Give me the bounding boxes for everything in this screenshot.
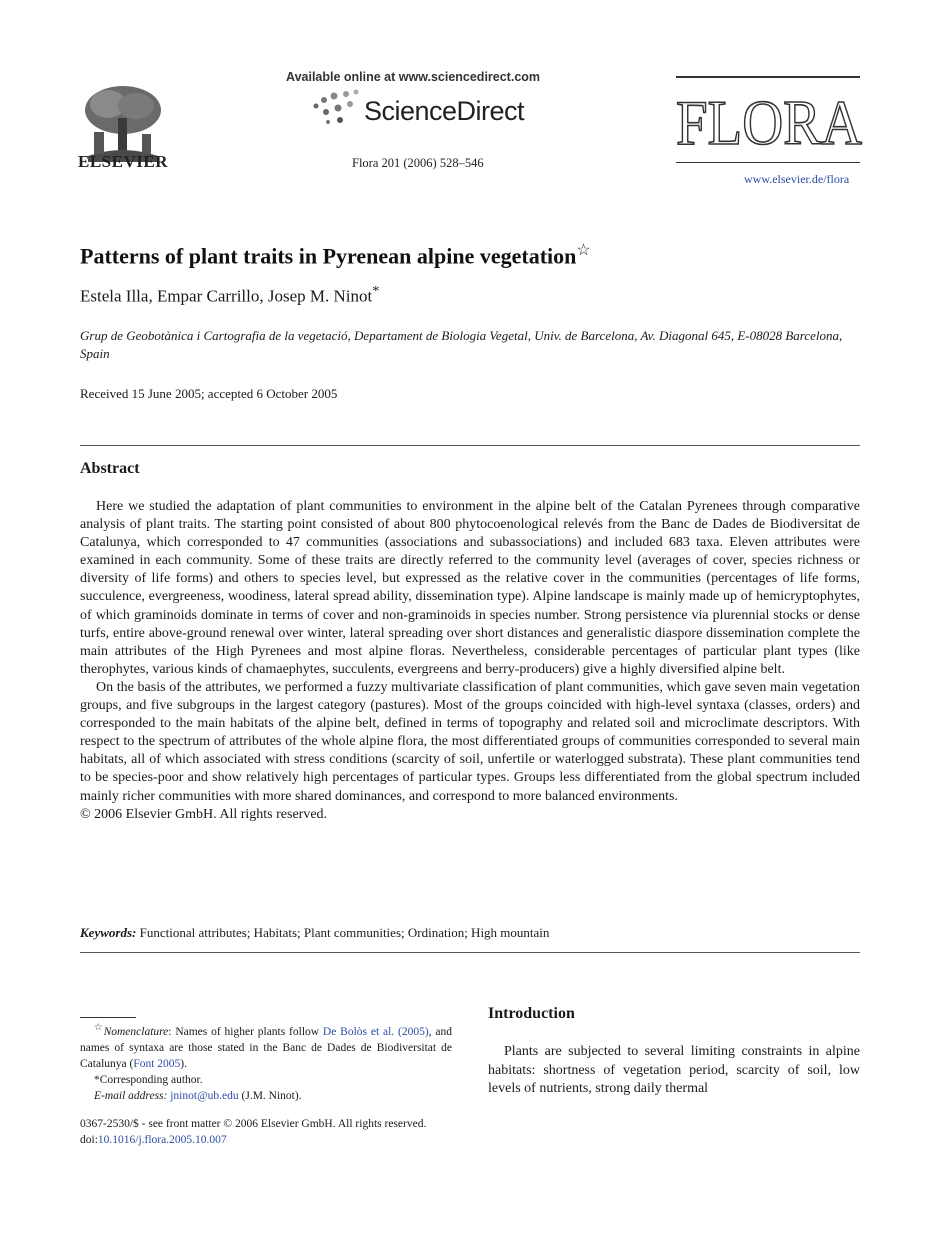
- title-footnote-mark[interactable]: ☆: [576, 242, 591, 259]
- received-dates: Received 15 June 2005; accepted 6 October 2005: [80, 386, 338, 401]
- journal-citation: Flora 201 (2006) 528–546: [352, 156, 484, 170]
- article-title: Patterns of plant traits in Pyrenean alpine vegetation☆: [80, 242, 591, 269]
- copyright-line: © 2006 Elsevier GmbH. All rights reserved.: [80, 806, 328, 822]
- author-list: Estela Illa, Empar Carrillo, Josep M. Ninot*: [80, 283, 380, 306]
- flora-journal-logo: [674, 86, 864, 158]
- doi-link[interactable]: 10.1016/j.flora.2005.10.007: [97, 1134, 227, 1146]
- divider: [80, 445, 860, 446]
- sciencedirect-wordmark: ScienceDirect: [364, 96, 525, 126]
- nomenclature-footnote: ☆Nomenclature: Names of higher plants follow De Bolòs et al. (2005), and names of syntaxa are those stated in the Banc de Dades de Biodiversitat de Catalunya (Font 2005).: [80, 1022, 452, 1070]
- svg-text:FLORA: FLORA: [676, 87, 862, 158]
- keywords-label: Keywords:: [80, 925, 137, 940]
- flora-top-rule: [676, 76, 860, 78]
- introduction-paragraph: Plants are subjected to several limiting constraints in alpine habitats: shortness of vegetation period, scarcity of soil, low levels of nutrients, strong daily thermal: [488, 1044, 860, 1096]
- abstract-paragraph: Here we studied the adaptation of plant communities to environment in the alpine belt of the Catalan Pyrenees through comparative analysis of plant traits. The starting point consisted of about 800 phytocoenological relevés from the Banc de Dades de Biodiversitat de Catalunya, which corresponded to 47 communities (associations and subassociations) and included 683 taxa. Eleven attributes were examined in each community. Some of these traits are directly referred to the community level (averages of cover, species richness or diversity of life forms) and others to species level, but expressed as the relative cover in the communities (percentages of life forms, succulence, evergreeness, woodiness, lateral spread ability, dissemination type). Alpine landscape is mainly made up of hemicryptophytes, of which graminoids dominate in terms of cover and non-graminoids in species number. Strong persistence via plurennial stocks or dense turfs, entire above-ground renewal over winter, lateral spreading over short distances and generalistic diaspore dissemination complete the main attributes of the High Pyrenees and most alpine floras. Nevertheless, considerable percentages of particular plant types (like therophytes, various kinds of chamaephytes, succulents, evergreens and berry-producers) give a highly diversified alpine belt.: [80, 499, 860, 677]
- corresponding-author-mark[interactable]: *: [372, 283, 380, 299]
- corresponding-author-note: *Corresponding author.: [94, 1073, 203, 1086]
- keywords: [80, 925, 860, 941]
- keywords-text: Functional attributes; Habitats; Plant communities; Ordination; High mountain: [139, 925, 550, 940]
- reference-link[interactable]: Font 2005: [133, 1057, 181, 1070]
- reference-link[interactable]: De Bolòs et al. (2005): [322, 1025, 429, 1038]
- publisher-name: ELSEVIER: [78, 152, 168, 171]
- footnotes: [80, 1020, 452, 1104]
- footnote-rule: [80, 1017, 136, 1018]
- divider: [80, 952, 860, 953]
- issn-line: 0367-2530/$ - see front matter © 2006 Elsevier GmbH. All rights reserved.: [80, 1118, 427, 1130]
- affiliation: Grup de Geobotànica i Cartografia de la vegetació, Departament de Biologia Vegetal, Univ. de Barcelona, Av. Diagonal 645, E-08028 Barcelona, Spain: [80, 328, 843, 361]
- email-footnote: E-mail address: jninot@ub.edu (J.M. Ninot).: [94, 1089, 302, 1102]
- introduction-heading: Introduction: [488, 1005, 575, 1022]
- email-link[interactable]: jninot@ub.edu: [170, 1089, 239, 1102]
- front-matter: [80, 1116, 500, 1148]
- available-online-text: Available online at www.sciencedirect.com: [286, 70, 541, 84]
- sciencedirect-dots-icon: [306, 86, 366, 126]
- flora-bottom-rule: [676, 162, 860, 163]
- journal-url-link[interactable]: www.elsevier.de/flora: [744, 172, 850, 186]
- introduction-body: [488, 1043, 860, 1099]
- abstract-heading: Abstract: [80, 460, 140, 477]
- abstract-paragraph: On the basis of the attributes, we performed a fuzzy multivariate classification of plant communities, which gave seven main vegetation groups, and five subgroups in the largest category (pastures). Most of the groups coincided with high-level syntaxa (classes, orders) and corresponded to the main habitats of the alpine belt, defined in terms of topography and related soil and microclimate descriptors. With respect to the spectrum of attributes of the whole alpine flora, the most differentiated groups of communities corresponded to several main habitats, all of which associated with stress conditions (scarcity of soil, unfertile or waterlogged substrata). These plant communities tend to be species-poor and show relatively high percentages of particular types. Groups less differentiated from the global spectrum included mainly richer communities with more shared dominances, and correspond to more balanced environments.: [80, 679, 860, 804]
- doi-line: doi:10.1016/j.flora.2005.10.007: [80, 1134, 227, 1146]
- abstract-body: [80, 498, 860, 824]
